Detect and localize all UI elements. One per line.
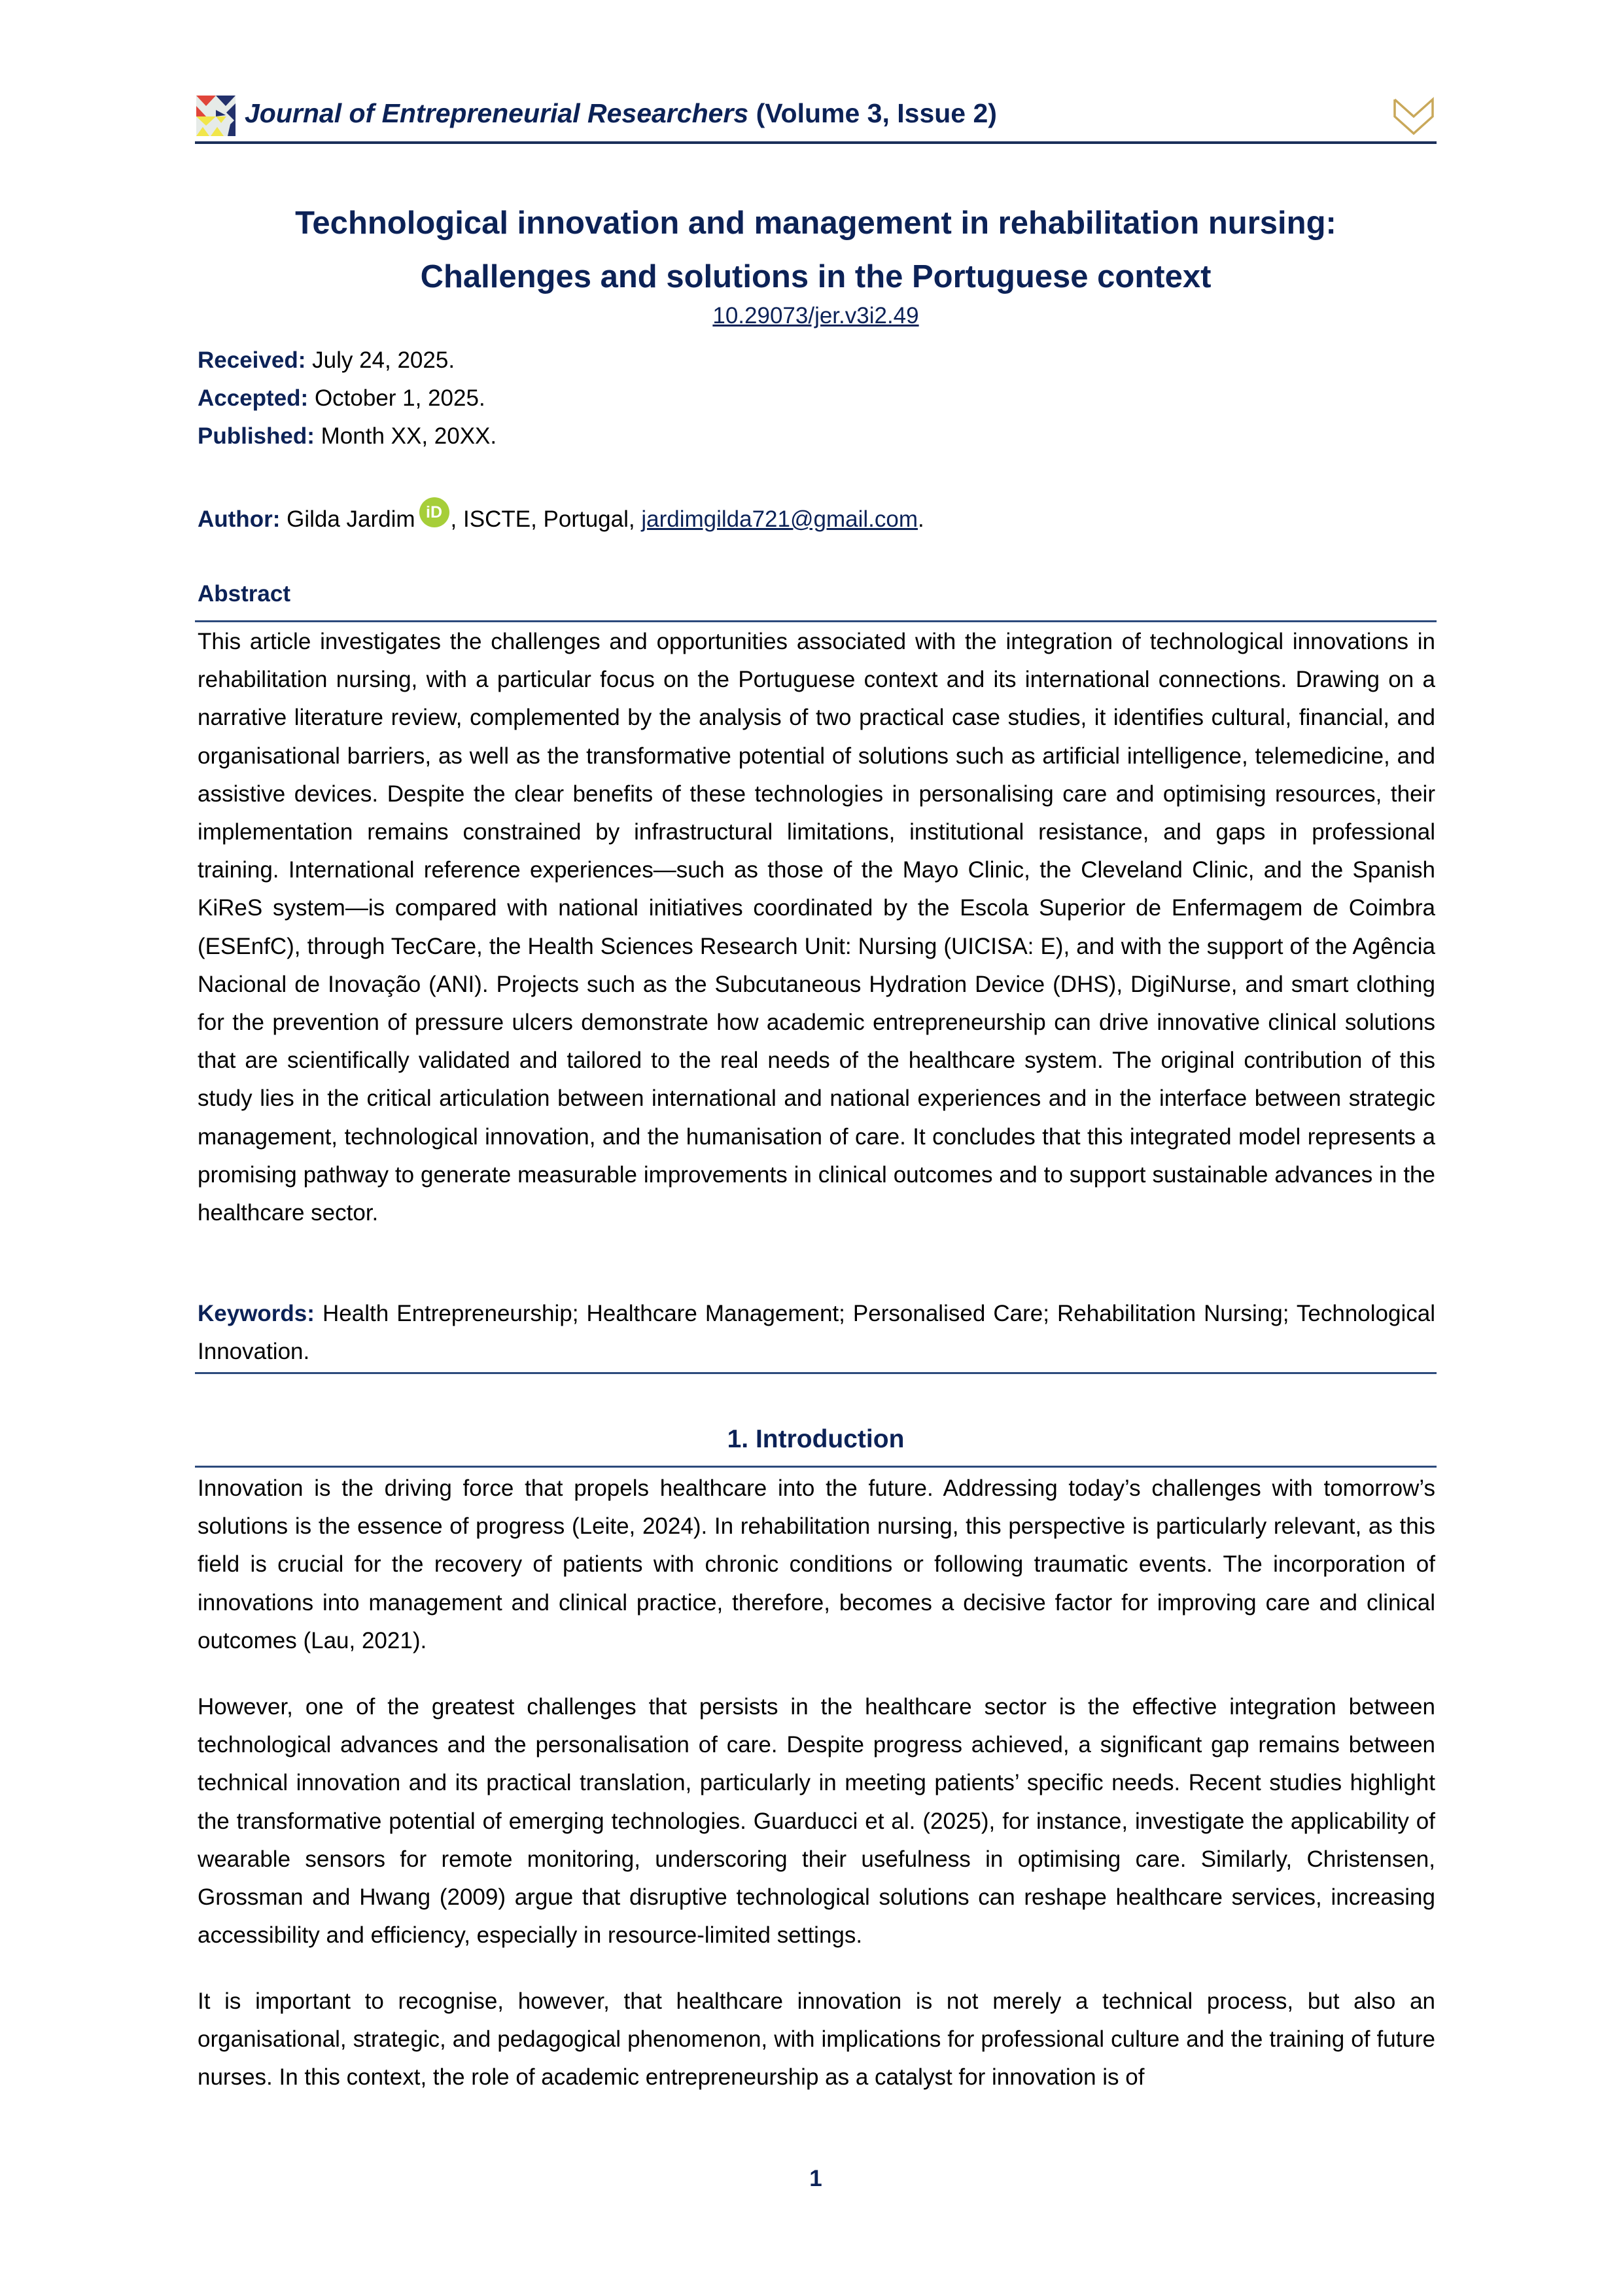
- intro-paragraph: However, one of the greatest challenges that persists in the healthcare sector is the effective integration between technological advances and the personalisation of care. Despite progress achieved, a significant gap remains between technical innovation and its practical translation, particularly in meeting patients’ specific needs. Recent studies highlight the transformative potential of emerging technologies. Guarducci et al. (2025), for instance, investigate the applicability of wearable sensors for remote monitoring, underscoring their usefulness in optimising care. Similarly, Christensen, Grossman and Hwang (2009) argue that disruptive technological solutions can reshape healthcare services, increasing accessibility and efficiency, especially in resource-limited settings.: [198, 1694, 1435, 1949]
- author-email-link[interactable]: jardimgilda721@gmail.com: [641, 506, 918, 532]
- published-date: Published: Month XX, 20XX.: [198, 423, 497, 449]
- abstract-heading: Abstract: [198, 581, 290, 607]
- keywords-divider: [195, 1372, 1437, 1374]
- introduction-divider: [195, 1466, 1437, 1468]
- doi-link[interactable]: 10.29073/jer.v3i2.49: [712, 303, 919, 328]
- doi: [195, 303, 1437, 329]
- running-header: [195, 93, 1437, 143]
- title-line-2: Challenges and solutions in the Portuguese context: [420, 259, 1212, 294]
- abstract-divider: [195, 620, 1437, 622]
- page-number: 1: [809, 2166, 822, 2191]
- keywords-text: Health Entrepreneurship; Healthcare Management; Personalised Care; Rehabilitation Nursing; Technological Innovation.: [198, 1301, 1435, 1365]
- keywords-label: Keywords:: [198, 1301, 315, 1326]
- journal-title: [245, 98, 997, 129]
- orcid-icon[interactable]: iD: [419, 497, 449, 527]
- title-line-1: Technological innovation and management in rehabilitation nursing:: [295, 205, 1336, 241]
- author-label: Author:: [198, 506, 281, 532]
- introduction-heading: 1. Introduction: [727, 1425, 905, 1453]
- volume-issue: (Volume 3, Issue 2): [756, 98, 997, 128]
- author-line: Author: Gilda Jardim iD , ISCTE, Portugal, jardimgilda721@gmail.com.: [198, 497, 924, 533]
- header-divider: [195, 141, 1437, 144]
- author-name: Gilda Jardim: [287, 506, 415, 532]
- gold-chevron-icon: [1392, 97, 1435, 137]
- accepted-date: Accepted: October 1, 2025.: [198, 385, 485, 411]
- journal-logo-icon: [196, 96, 236, 136]
- received-date: Received: July 24, 2025.: [198, 347, 455, 373]
- keywords: [198, 1295, 1435, 1371]
- author-affiliation: , ISCTE, Portugal,: [450, 506, 642, 532]
- intro-paragraph: Innovation is the driving force that propels healthcare into the future. Addressing today’s challenges with tomorrow’s solutions is the essence of progress (Leite, 2024). In rehabilitation nursing, this perspective is particularly relevant, as this field is crucial for the recovery of patients with chronic conditions or following traumatic events. The incorporation of innovations into management and clinical practice, therefore, becomes a decisive factor for improving care and clinical outcomes (Lau, 2021).: [198, 1475, 1435, 1653]
- abstract-text: This article investigates the challenges and opportunities associated with the integration of technological innovations in rehabilitation nursing, with a particular focus on the Portuguese context and its international connections. Drawing on a narrative literature review, complemented by the analysis of two practical case studies, it identifies cultural, financial, and organisational barriers, as well as the transformative potential of solutions such as artificial intelligence, telemedicine, and assistive devices. Despite the clear benefits of these technologies in personalising care and optimising resources, their implementation remains constrained by infrastructural limitations, institutional resistance, and gaps in professional training. International reference experiences—such as those of the Mayo Clinic, the Cleveland Clinic, and the Spanish KiReS system—is compared with national initiatives coordinated by the Escola Superior de Enfermagem de Coimbra (ESEnfC), through TecCare, the Health Sciences Research Unit: Nursing (UICISA: E), and with the support of the Agência Nacional de Inovação (ANI). Projects such as the Subcutaneous Hydration Device (DHS), DigiNurse, and smart clothing for the prevention of pressure ulcers demonstrate how academic entrepreneurship can drive innovative clinical solutions that are scientifically validated and tailored to the real needs of the healthcare system. The original contribution of this study lies in the critical articulation between international and national experiences and in the interface between strategic management, technological innovation, and the humanisation of care. It concludes that this integrated model represents a promising pathway to generate measurable improvements in clinical outcomes and to support sustainable advances in the healthcare sector.: [198, 629, 1435, 1226]
- intro-paragraph: It is important to recognise, however, that healthcare innovation is not merely a technical process, but also an organisational, strategic, and pedagogical phenomenon, with implications for professional culture and the training of future nurses. In this context, the role of academic entrepreneurship as a catalyst for innovation is of: [198, 1988, 1435, 2091]
- journal-name: Journal of Entrepreneurial Researchers: [245, 98, 749, 128]
- article-title: [195, 196, 1437, 304]
